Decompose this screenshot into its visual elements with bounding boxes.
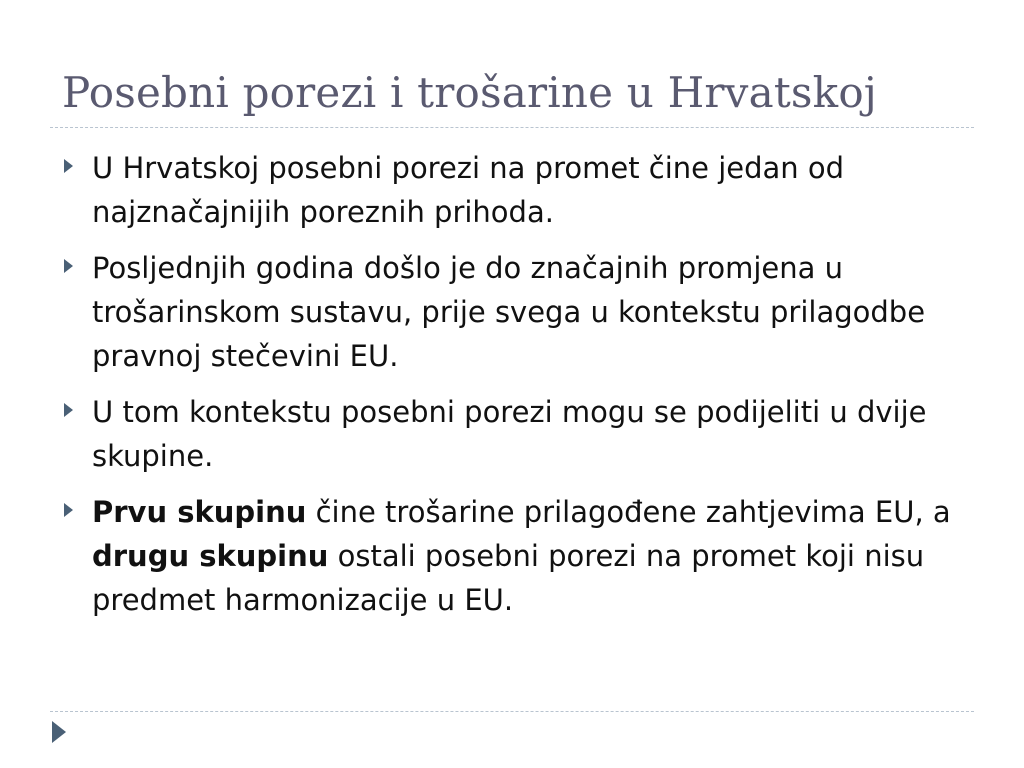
bullet-text: U Hrvatskoj posebni porezi na promet čine jedan od najznačajnijih poreznih prihoda. <box>92 151 845 229</box>
bullet-text-segment: čine trošarine prilagođene zahtjevima EU, a <box>306 495 951 529</box>
bullet-text: Posljednjih godina došlo je do značajnih promjena u trošarinskom sustavu, prije svega u kontekstu prilagodbe pravnoj stečevini EU. <box>92 251 926 373</box>
list-item <box>62 146 962 234</box>
title-divider <box>50 127 974 128</box>
triangle-right-icon <box>64 259 73 273</box>
footer-divider <box>50 711 974 712</box>
list-item <box>62 490 962 622</box>
list-item <box>62 390 962 478</box>
slide-title: Posebni porezi i trošarine u Hrvatskoj <box>62 68 878 117</box>
bullet-bold-text-first-group: Prvu skupinu <box>92 495 307 529</box>
bullet-text-segment: ostali posebni porezi na promet koji nisu predmet harmonizacije u EU. <box>92 539 925 617</box>
bullet-text: U tom kontekstu posebni porezi mogu se podijeliti u dvije skupine. <box>92 395 927 473</box>
bullet-list <box>62 146 962 634</box>
play-arrow-icon[interactable] <box>52 721 66 743</box>
triangle-right-icon <box>64 503 73 517</box>
triangle-right-icon <box>64 159 73 173</box>
triangle-right-icon <box>64 403 73 417</box>
bullet-bold-text-second-group: drugu skupinu <box>92 539 329 573</box>
list-item <box>62 246 962 378</box>
